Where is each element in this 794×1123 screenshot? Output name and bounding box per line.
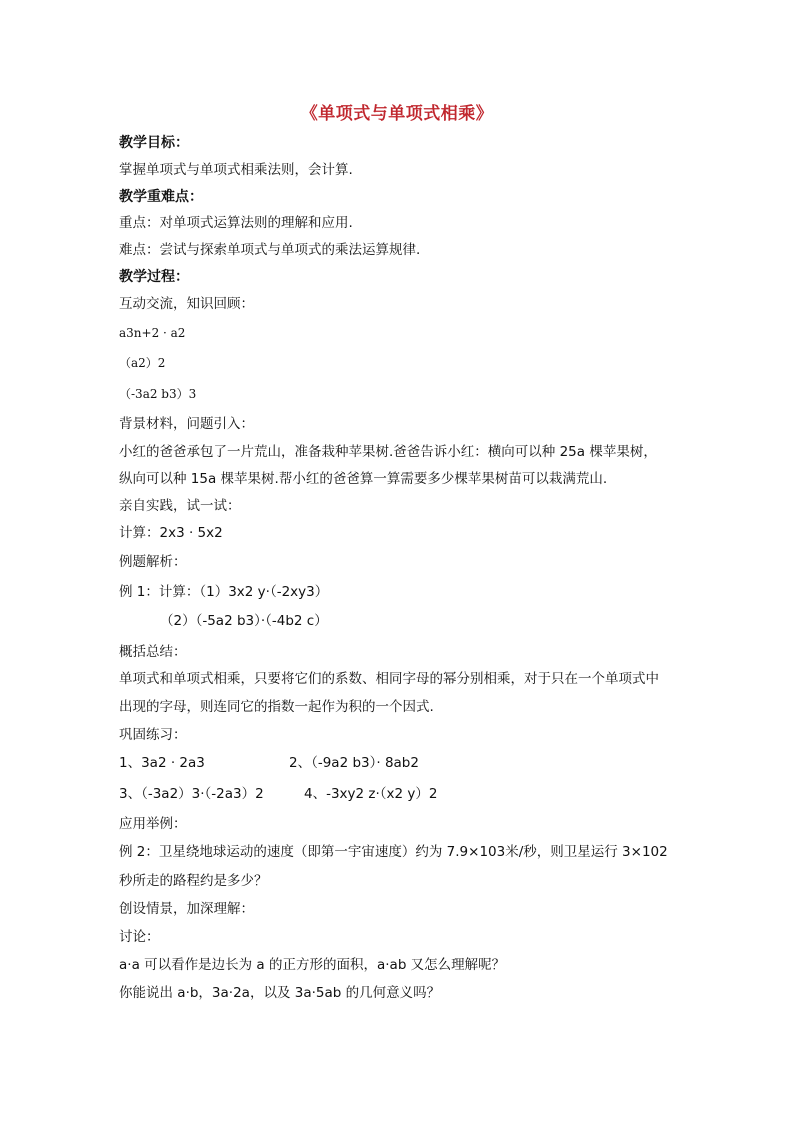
summary-text-2: 出现的字母，则连同它的指数一起作为积的一个因式. bbox=[119, 699, 434, 715]
scenario-intro: 创设情景，加深理解： bbox=[119, 901, 254, 917]
application-intro: 应用举例： bbox=[119, 816, 187, 832]
review-formula-2: （a2）2 bbox=[119, 356, 166, 370]
keypoints-heading: 教学重难点： bbox=[119, 189, 203, 205]
discussion-text-2: 你能说出 a·b，3a·2a，以及 3a·5ab 的几何意义吗？ bbox=[119, 985, 441, 1001]
exercise-2: 2、（-9a2 b3）· 8ab2 bbox=[289, 755, 419, 771]
example-1-part-1: 例 1：计算：（1）3x2 y·（-2xy3） bbox=[119, 584, 329, 600]
background-intro: 背景材料，问题引入： bbox=[119, 416, 254, 432]
document-title: 《单项式与单项式相乘》 bbox=[300, 104, 494, 124]
practice-calc: 计算：2x3 · 5x2 bbox=[119, 525, 223, 541]
process-heading: 教学过程： bbox=[119, 269, 189, 285]
example-2-text-1: 例 2：卫星绕地球运动的速度（即第一宇宙速度）约为 7.9×103米/秒，则卫星运行 3×102 bbox=[119, 844, 668, 860]
background-text-2: 纵向可以种 15a 棵苹果树.帮小红的爸爸算一算需要多少棵苹果树苗可以栽满荒山. bbox=[119, 471, 608, 487]
exercise-1: 1、3a2 · 2a3 bbox=[119, 755, 205, 771]
exercise-3: 3、（-3a2）3·（-2a3）2 bbox=[119, 786, 264, 802]
difficulty-text: 难点：尝试与探索单项式与单项式的乘法运算规律. bbox=[119, 242, 421, 258]
example-intro: 例题解析： bbox=[119, 554, 187, 570]
discussion-label: 讨论： bbox=[119, 929, 160, 945]
exercise-intro: 巩固练习： bbox=[119, 727, 187, 743]
key-point-text: 重点：对单项式运算法则的理解和应用. bbox=[119, 215, 353, 231]
exercise-4: 4、-3xy2 z·（x2 y）2 bbox=[304, 786, 438, 802]
example-1-part-2: （2）（-5a2 b3）·（-4b2 c） bbox=[160, 613, 328, 629]
objective-text: 掌握单项式与单项式相乘法则，会计算. bbox=[119, 162, 353, 178]
review-formula-3: （-3a2 b3）3 bbox=[119, 387, 197, 401]
summary-text-1: 单项式和单项式相乘，只要将它们的系数、相同字母的幂分别相乘，对于只在一个单项式中 bbox=[119, 671, 659, 687]
review-intro: 互动交流，知识回顾： bbox=[119, 296, 254, 312]
background-text-1: 小红的爸爸承包了一片荒山，准备栽种苹果树.爸爸告诉小红：横向可以种 25a 棵苹果树， bbox=[119, 444, 657, 460]
objectives-heading: 教学目标： bbox=[119, 135, 189, 151]
example-2-text-2: 秒所走的路程约是多少？ bbox=[119, 873, 268, 889]
summary-intro: 概括总结： bbox=[119, 644, 187, 660]
practice-intro: 亲自实践，试一试： bbox=[119, 498, 241, 514]
review-formula-1: a3n+2 · a2 bbox=[119, 326, 186, 340]
discussion-text-1: a·a 可以看作是边长为 a 的正方形的面积，a·ab 又怎么理解呢？ bbox=[119, 957, 506, 973]
